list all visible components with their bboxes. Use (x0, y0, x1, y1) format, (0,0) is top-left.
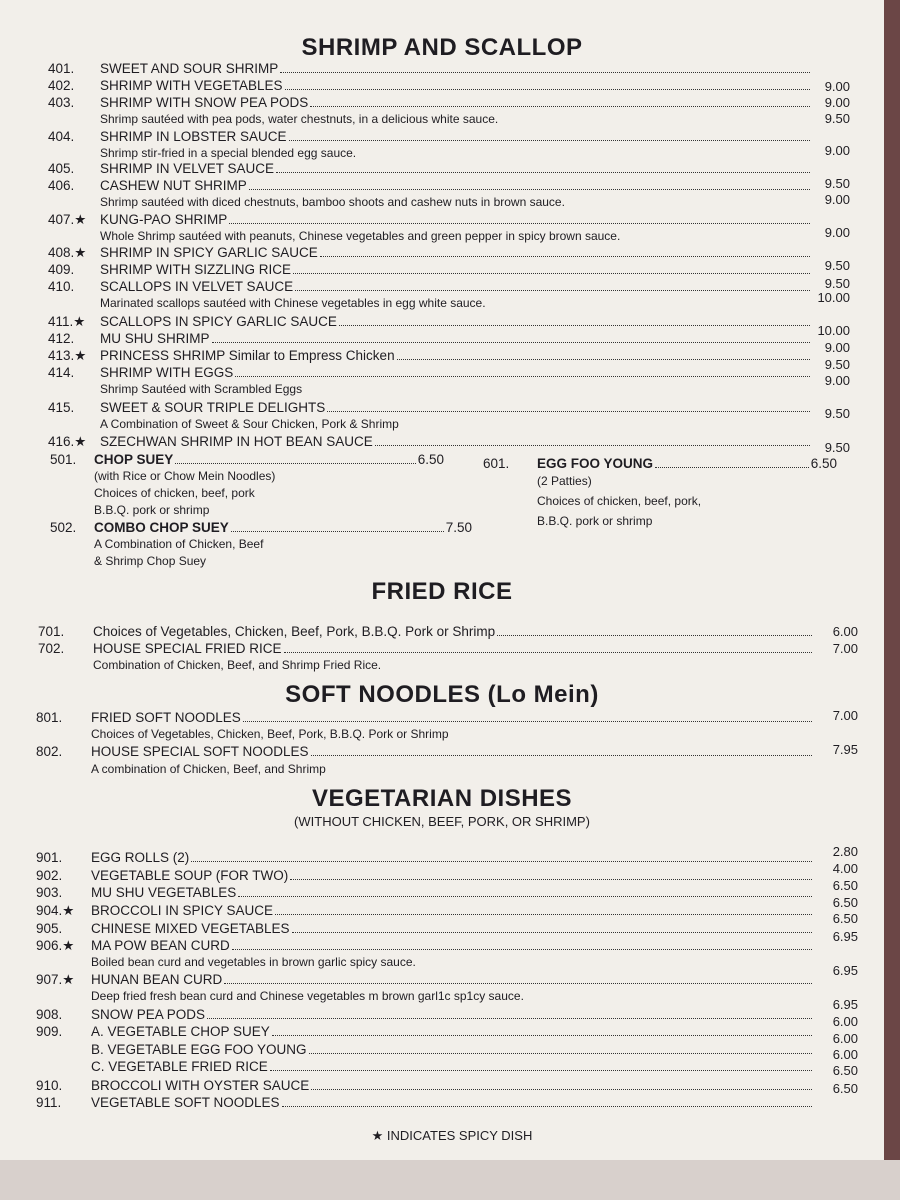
item-description: Marinated scallops sautéed with Chinese vegetables in egg white sauce. (100, 296, 486, 310)
item-price: 6.00 (832, 624, 858, 639)
item-number: 701. (38, 624, 65, 639)
item-price: 9.50 (824, 111, 850, 126)
item-name: A. VEGETABLE CHOP SUEY (91, 1024, 270, 1039)
item-name: SNOW PEA PODS (91, 1007, 206, 1022)
menu-item (48, 313, 810, 330)
item-price: 6.95 (832, 997, 858, 1012)
item-price: 7.95 (832, 742, 858, 757)
item-price: 7.50 (445, 520, 472, 535)
item-description: Shrimp Sautéed with Scrambled Eggs (100, 382, 303, 396)
item-name: BROCCOLI IN SPICY SAUCE (91, 903, 274, 918)
item-name: CHINESE MIXED VEGETABLES (91, 921, 290, 936)
item-name: MU SHU VEGETABLES (91, 885, 237, 900)
item-number: 405. (48, 161, 75, 176)
menu-item-801 (36, 709, 812, 726)
item-number: 502. (50, 520, 77, 535)
item-description: Choices of chicken, beef, pork, (537, 494, 702, 508)
item-description: A Combination of Sweet & Sour Chicken, Pork & Shrimp (100, 417, 399, 431)
section-title-fried-rice: FRIED RICE (371, 578, 513, 605)
menu-item (48, 60, 810, 77)
section-subtitle-vegetarian: (WITHOUT CHICKEN, BEEF, PORK, OR SHRIMP) (294, 814, 590, 829)
item-description: Deep fried fresh bean curd and Chinese vegetables m brown garl1c sp1cy sauce. (91, 989, 524, 1003)
item-price: 6.95 (832, 963, 858, 978)
item-description: Choices of Vegetables, Chicken, Beef, Pork, B.B.Q. Pork or Shrimp (91, 727, 449, 741)
item-price: 9.00 (824, 373, 850, 388)
item-name: SCALLOPS IN VELVET SAUCE (100, 279, 294, 294)
item-description: A combination of Chicken, Beef, and Shrimp (91, 762, 326, 776)
item-name: Choices of Vegetables, Chicken, Beef, Pork, B.B.Q. Pork or Shrimp (93, 624, 496, 639)
item-description: & Shrimp Chop Suey (94, 554, 207, 568)
item-name: COMBO CHOP SUEY (94, 520, 229, 535)
item-description: B.B.Q. pork or shrimp (537, 514, 653, 528)
item-number: 901. (36, 850, 63, 865)
item-number: 907.★ (36, 972, 75, 987)
menu-item (48, 77, 810, 94)
item-number: 906.★ (36, 938, 75, 953)
item-number: 413.★ (48, 348, 87, 363)
menu-item (48, 160, 810, 177)
menu-item (36, 902, 812, 919)
item-number: 414. (48, 365, 75, 380)
item-number: 910. (36, 1078, 63, 1093)
item-number: 801. (36, 710, 63, 725)
item-number: 905. (36, 921, 63, 936)
menu-item (48, 364, 810, 381)
menu-item (48, 261, 810, 278)
item-number: 411.★ (48, 314, 86, 329)
item-description: Boiled bean curd and vegetables in brown garlic spicy sauce. (91, 955, 416, 969)
item-number: 911. (36, 1095, 62, 1110)
item-name: EGG ROLLS (2) (91, 850, 190, 865)
item-price: 9.50 (824, 258, 850, 273)
item-number: 904.★ (36, 903, 75, 918)
item-description: (with Rice or Chow Mein Noodles) (94, 469, 276, 483)
item-name: MU SHU SHRIMP (100, 331, 210, 346)
item-number: 416.★ (48, 434, 87, 449)
item-price: 6.95 (832, 929, 858, 944)
item-number: 415. (48, 400, 75, 415)
item-name: CASHEW NUT SHRIMP (100, 178, 247, 193)
item-price: 7.00 (832, 641, 858, 656)
item-price: 9.00 (824, 225, 850, 240)
item-name: SHRIMP WITH SNOW PEA PODS (100, 95, 309, 110)
menu-item (48, 433, 810, 450)
item-name: SHRIMP WITH SIZZLING RICE (100, 262, 292, 277)
item-price: 9.00 (824, 192, 850, 207)
item-description: Shrimp stir-fried in a special blended egg sauce. (100, 146, 357, 160)
item-price: 4.00 (832, 861, 858, 876)
item-name: SHRIMP WITH EGGS (100, 365, 234, 380)
item-number: 402. (48, 78, 75, 93)
item-price: 9.50 (824, 357, 850, 372)
menu-item (36, 1006, 812, 1023)
item-number: 501. (50, 452, 77, 467)
item-price: 6.50 (417, 452, 444, 467)
item-price: 6.50 (832, 895, 858, 910)
item-name: SWEET AND SOUR SHRIMP (100, 61, 279, 76)
item-number: 410. (48, 279, 75, 294)
page-edge (884, 0, 900, 1200)
item-name: B. VEGETABLE EGG FOO YOUNG (91, 1042, 307, 1057)
item-number: 409. (48, 262, 75, 277)
item-name: SHRIMP WITH VEGETABLES (100, 78, 283, 93)
item-name: BROCCOLI WITH OYSTER SAUCE (91, 1078, 310, 1093)
item-description: B.B.Q. pork or shrimp (94, 503, 210, 517)
item-price: 6.50 (832, 911, 858, 926)
menu-item (48, 94, 810, 111)
item-number: 601. (483, 456, 510, 471)
item-price: 6.50 (832, 878, 858, 893)
item-price: 6.00 (832, 1031, 858, 1046)
item-price: 10.00 (817, 323, 850, 338)
menu-item (48, 244, 810, 261)
item-name: HOUSE SPECIAL SOFT NOODLES (91, 744, 309, 759)
section-title-soft-noodles: SOFT NOODLES (Lo Mein) (285, 681, 599, 708)
item-name: VEGETABLE SOUP (FOR TWO) (91, 868, 289, 883)
item-price: 6.50 (810, 456, 837, 471)
menu-item-701 (38, 623, 812, 640)
item-description: Whole Shrimp sautéed with peanuts, Chinese vegetables and green pepper in spicy brown sauce. (100, 229, 621, 243)
item-name: CHOP SUEY (94, 452, 174, 467)
item-number: 702. (38, 641, 65, 656)
item-price: 10.00 (817, 290, 850, 305)
menu-item (36, 920, 812, 937)
menu-item (36, 971, 812, 988)
spicy-legend: ★ INDICATES SPICY DISH (371, 1128, 533, 1143)
item-number: 909. (36, 1024, 63, 1039)
menu-item (36, 1094, 812, 1111)
menu-item-702 (38, 640, 812, 657)
menu-item (36, 867, 812, 884)
item-price: 9.50 (824, 406, 850, 421)
item-name: KUNG-PAO SHRIMP (100, 212, 228, 227)
item-number: 902. (36, 868, 63, 883)
item-number: 903. (36, 885, 63, 900)
item-price: 9.00 (824, 143, 850, 158)
menu-item (36, 1077, 812, 1094)
item-number: 408.★ (48, 245, 87, 260)
item-price: 9.00 (824, 79, 850, 94)
item-description: Shrimp sautéed with pea pods, water chestnuts, in a delicious white sauce. (100, 112, 499, 126)
item-name: SHRIMP IN VELVET SAUCE (100, 161, 275, 176)
menu-item (48, 177, 810, 194)
item-name: SHRIMP IN SPICY GARLIC SAUCE (100, 245, 318, 260)
page-bottom-edge (0, 1160, 900, 1200)
item-number: 404. (48, 129, 75, 144)
item-description: Shrimp sautéed with diced chestnuts, bamboo shoots and cashew nuts in brown sauce. (100, 195, 565, 209)
menu-item (48, 347, 810, 364)
item-description: Choices of chicken, beef, pork (94, 486, 255, 500)
menu-item (36, 849, 812, 866)
menu-item (36, 884, 812, 901)
item-name: FRIED SOFT NOODLES (91, 710, 241, 725)
item-name: SCALLOPS IN SPICY GARLIC SAUCE (100, 314, 337, 329)
menu-item (48, 399, 810, 416)
menu-item (36, 1023, 812, 1040)
item-price: 6.00 (832, 1014, 858, 1029)
item-name: EGG FOO YOUNG (537, 456, 654, 471)
item-name: SZECHWAN SHRIMP IN HOT BEAN SAUCE (100, 434, 373, 449)
item-price: 7.00 (832, 708, 858, 723)
menu-item (48, 211, 810, 228)
item-description: (2 Patties) (537, 474, 592, 488)
item-description: A Combination of Chicken, Beef (94, 537, 264, 551)
item-price: 6.00 (832, 1047, 858, 1062)
item-name: C. VEGETABLE FRIED RICE (91, 1059, 268, 1074)
item-price: 6.50 (832, 1081, 858, 1096)
item-price: 6.50 (832, 1063, 858, 1078)
menu-item (48, 278, 810, 295)
item-number: 908. (36, 1007, 63, 1022)
item-price: 9.50 (824, 276, 850, 291)
item-number: 412. (48, 331, 75, 346)
item-name: SHRIMP IN LOBSTER SAUCE (100, 129, 287, 144)
item-number: 802. (36, 744, 63, 759)
menu-item (48, 330, 810, 347)
item-name: SWEET & SOUR TRIPLE DELIGHTS (100, 400, 326, 415)
item-number: 407.★ (48, 212, 87, 227)
item-price: 2.80 (832, 844, 858, 859)
menu-item (36, 937, 812, 954)
item-name: HUNAN BEAN CURD (91, 972, 223, 987)
item-price: 9.50 (824, 440, 850, 455)
section-title-vegetarian: VEGETARIAN DISHES (311, 785, 573, 812)
item-name: VEGETABLE SOFT NOODLES (91, 1095, 280, 1110)
menu-item-802 (36, 743, 812, 760)
menu-item (36, 1058, 812, 1075)
item-number: 401. (48, 61, 75, 76)
menu-item (36, 1041, 812, 1058)
item-name: PRINCESS SHRIMP Similar to Empress Chicken (100, 348, 395, 363)
item-name: HOUSE SPECIAL FRIED RICE (93, 641, 282, 656)
section-title-shrimp-scallop: SHRIMP AND SCALLOP (301, 34, 583, 61)
item-price: 9.50 (824, 176, 850, 191)
item-number: 403. (48, 95, 75, 110)
item-price: 9.00 (824, 340, 850, 355)
item-description: Combination of Chicken, Beef, and Shrimp Fried Rice. (93, 658, 382, 672)
item-number: 406. (48, 178, 75, 193)
item-name: MA POW BEAN CURD (91, 938, 230, 953)
menu-item (48, 128, 810, 145)
item-price: 9.00 (824, 95, 850, 110)
